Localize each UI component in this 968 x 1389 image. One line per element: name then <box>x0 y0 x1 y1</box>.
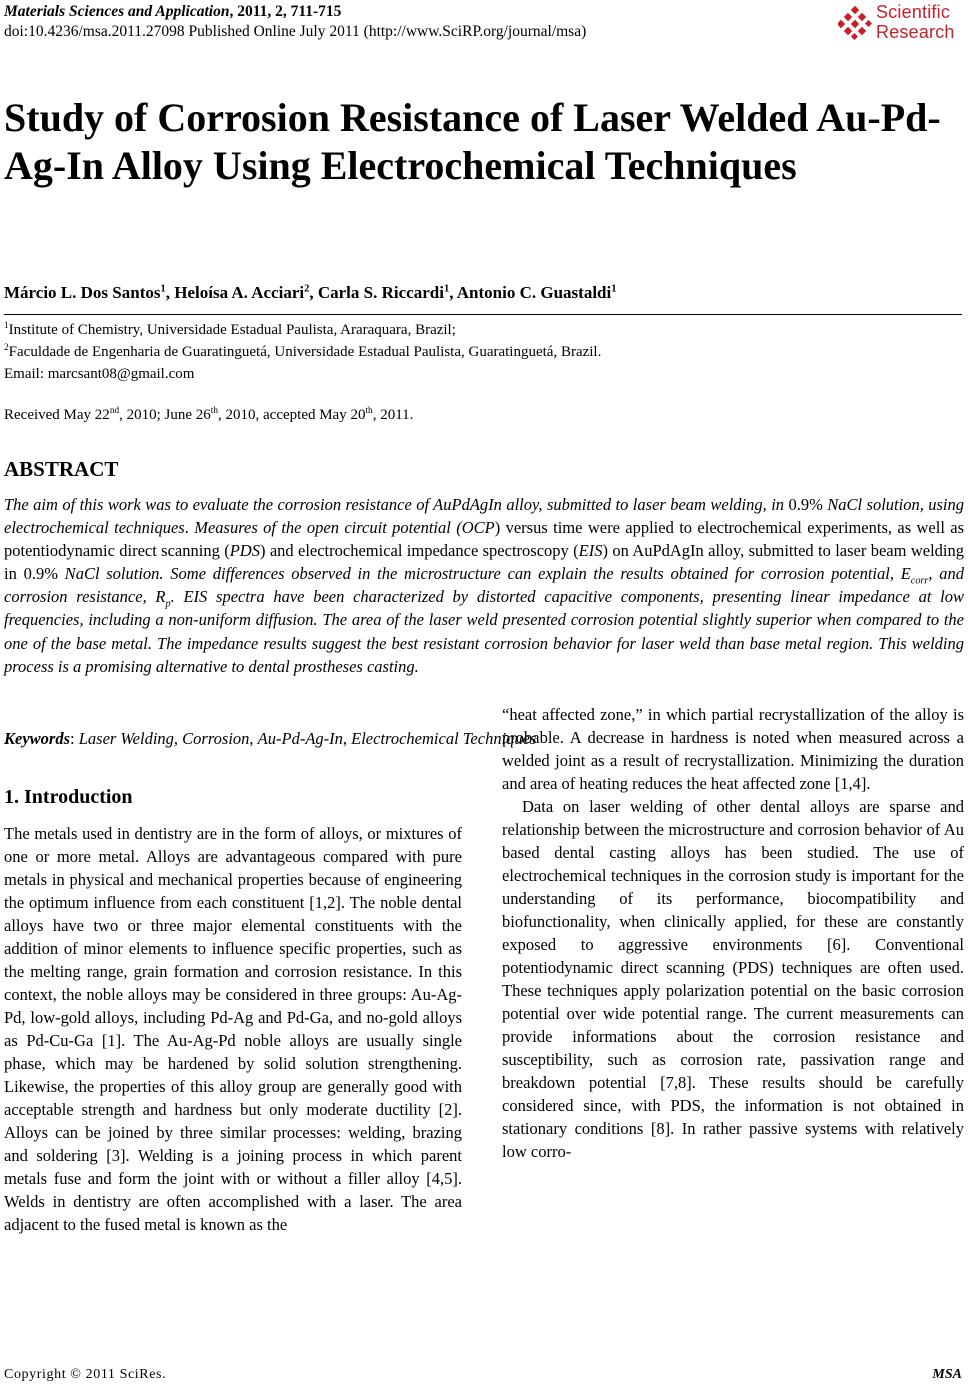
author-name: Carla S. Riccardi <box>317 283 444 302</box>
footer-copyright: Copyright © 2011 SciRes. <box>4 1367 167 1382</box>
affiliation-text: Faculdade de Engenharia de Guaratinguetá, Universidade Estadual Paulista, Guaratinguetá, Brazil. <box>8 344 602 360</box>
body-column-right <box>502 703 964 1163</box>
doi-line: doi:10.4236/msa.2011.27098 Published Online July 2011 (http://www.SciRP.org/journal/msa) <box>4 23 587 40</box>
author-affiliation-mark: 1 <box>611 283 617 295</box>
affiliation-mark: 2 <box>4 343 9 353</box>
author-affiliation-mark: 2 <box>304 283 310 295</box>
logo-line-research: Research <box>876 22 955 42</box>
keyword-item: Au-Pd-Ag-In <box>257 729 343 748</box>
received-dates: Received May 22nd, 2010; June 26th, 2010, accepted May 20th, 2011. <box>4 406 414 423</box>
keyword-item: Electrochemical Techniques <box>351 729 537 748</box>
logo-text <box>876 2 955 42</box>
author-list: Márcio L. Dos Santos$^1$, Heloísa A. Acciari$^2$, Carla S. Riccardi$^1$, Antonio C. Guastaldi$^1$ <box>4 283 617 302</box>
keyword-item: Corrosion <box>182 729 250 748</box>
author-name: Márcio L. Dos Santos <box>4 283 161 302</box>
journal-name: Materials Sciences and Application <box>4 3 230 20</box>
affiliation-mark: 1 <box>4 321 9 331</box>
author-affiliation-mark: 1 <box>443 283 450 295</box>
journal-volume: , 2011, 2, 711-715 <box>229 3 342 20</box>
author-divider <box>4 314 962 315</box>
journal-citation-line <box>4 2 341 22</box>
affiliation-2 <box>4 342 601 363</box>
paper-title: Study of Corrosion Resistance of Laser Welded Au-Pd-Ag-In Alloy Using Electrochemical Techniques <box>4 95 941 188</box>
author-email: Email: marcsant08@gmail.com <box>4 366 195 382</box>
footer-journal-abbr: MSA <box>932 1367 962 1382</box>
affiliation-1 <box>4 320 456 341</box>
scientific-research-logo-icon <box>838 6 872 40</box>
body-paragraph-continued: “heat affected zone,” in which partial recrystallization of the alloy is probable. A decrease in hardness is noted when measured across a welded joint as a result of recrystallization. Minimizing the duration and area of heating reduces the heat affected zone [1,4]. <box>502 705 964 793</box>
keywords-line: Keywords: Laser Welding, Corrosion, Au-Pd-Ag-In, Electrochemical Techniques <box>4 729 537 748</box>
author-name: Heloísa A. Acciari <box>174 283 305 302</box>
body-column-left <box>4 822 462 1236</box>
logo-line-scientific: Scientific <box>876 2 951 22</box>
abstract-body: The aim of this work was to evaluate the corrosion resistance of AuPdAgIn alloy, submitted to laser beam welding, in 0.9% NaCl solution, using electrochemical techniques. Measures of the open circuit potential (OCP) versus time were applied to electrochemical experiments, as well as potentiodynamic direct scanning (PDS) and electrochemical impedance spectroscopy (EIS) on AuPdAgIn alloy, submitted to laser beam welding in 0.9% NaCl solution. Some differences observed in the microstructure can explain the results obtained for corrosion potential, $E_{corr}$, and corrosion resistance, $R_p$. EIS spectra have been characterized by distorted capacitive components, presenting linear impedance at low frequencies, including a non-uniform diffusion. The area of the laser weld presented corrosion potential slightly superior when compared to the one of the base metal. The impedance results suggest the best resistant corrosion behavior for laser weld than base metal region. This welding process is a promising alternative to dental prostheses casting. <box>4 495 965 676</box>
keyword-item: Laser Welding <box>78 729 174 748</box>
author-affiliation-mark: 1 <box>160 283 166 295</box>
author-name: Antonio C. Guastaldi <box>456 283 612 302</box>
keywords-label: Keywords <box>4 729 70 748</box>
section-heading-introduction: 1. Introduction <box>4 786 133 808</box>
affiliation-text: Institute of Chemistry, Universidade Estadual Paulista, Araraquara, Brazil; <box>8 322 456 338</box>
publisher-logo <box>838 2 962 44</box>
abstract-heading: ABSTRACT <box>4 457 119 481</box>
body-paragraph: Data on laser welding of other dental alloys are sparse and relationship between the microstructure and corrosion behavior of Au based dental casting alloys has been studied. The use of electrochemical techniques in the corrosion study is important for the understanding of its performance, biocompatibility and biofunctionality, when clinically applied, for these are constantly exposed to aggressive environments [6]. Conventional potentiodynamic direct scanning (PDS) techniques are often used. These techniques apply polarization potential on the basic corrosion potential over wide potential range. The current measurements can provide informations about the corrosion resistance and susceptibility, such as corrosion rate, passivation range and breakdown potential [7,8]. These results should be carefully considered since, with PDS, the information is not obtained in stationary conditions [8]. In rather passive systems with relatively low corro- <box>502 797 964 1161</box>
body-paragraph: The metals used in dentistry are in the form of alloys, or mixtures of one or more metal. Alloys are advantageous compared with pure metals in physical and mechanical properties because of engineering the optimum influence from each constituent [1,2]. The noble dental alloys have two or three major elemental constituents with the addition of minor elements to influence specific properties, such as the melting range, grain formation and corrosion resistance. In this context, the noble alloys may be considered in three groups: Au-Ag-Pd, low-gold alloys, including Pd-Ag and Pd-Ga, and no-gold alloys as Pd-Cu-Ga [1]. The Au-Ag-Pd noble alloys are usually single phase, which may be hardened by solid solution strengthening. Likewise, the properties of this alloy group are generally good with acceptable strength and hardness but only moderate ductility [2]. Alloys can be joined by three similar processes: welding, brazing and soldering [3]. Welding is a joining process in which parent metals fuse and form the joint with or without a filler alloy [4,5]. Welds in dentistry are often accomplished with a laser. The area adjacent to the fused metal is known as the <box>4 824 462 1234</box>
